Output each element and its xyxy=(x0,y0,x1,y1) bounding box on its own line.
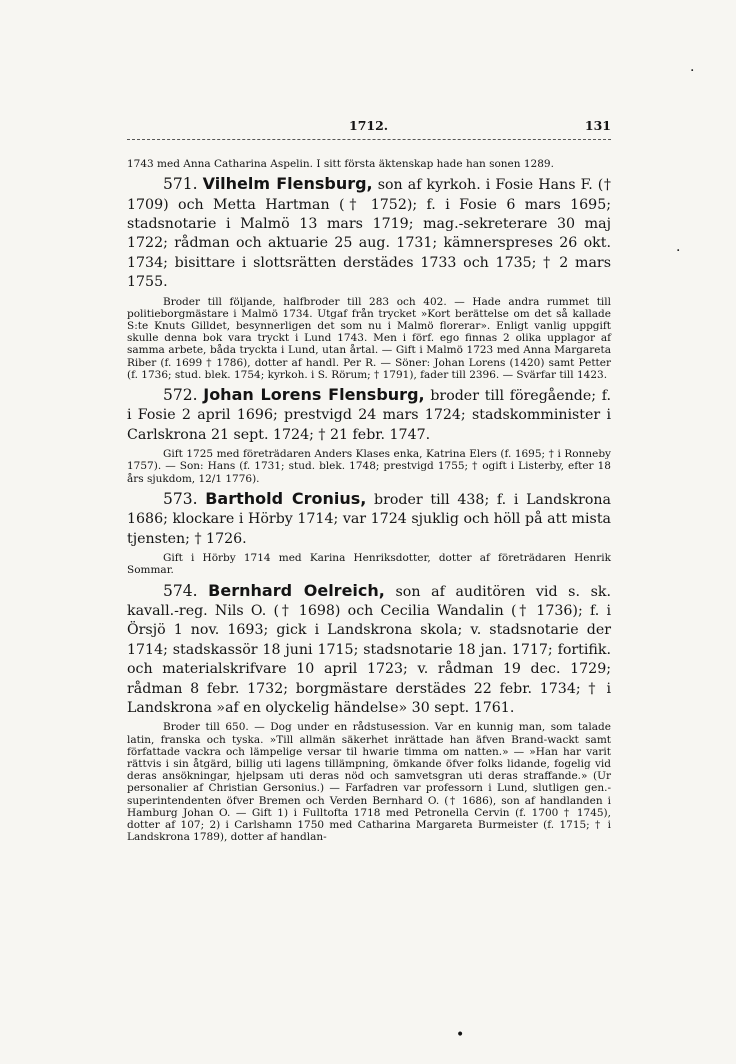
entry-body: son af auditören vid s. sk. kavall.-reg. Nils O. († 1698) och Cecilia Wandalin († 1736); f. i Örsjö 1 nov. 1693; gick i Landskrona skola; v. stadsnotarie der 1714; stadskassör 18 juni 1715; stadsnotarie 18 jan. 1717; fortifik. och materialskrifvare 10 april 1723; v. rådman 19 dec. 1729; rådman 8 febr. 1732; borgmästare derstädes 22 febr. 1734; † i Landskrona »af en olyckelig händelse» 30 sept. 1761. xyxy=(127,583,611,716)
entry-body: son af kyrkoh. i Fosie Hans F. († 1709) och Metta Hartman († 1752); f. i Fosie 6 mars 1695; stadsnotarie i Malmö 13 mars 1719; mag.-sekreterare 30 maj 1722; rådman och aktuarie 25 aug. 1731; kämnerspreses 26 okt. 1734; bisittare i slottsrätten derstädes 1733 och 1735; † 2 mars 1755. xyxy=(127,177,611,291)
entry-body: broder till föregående; f. i Fosie 2 april 1696; prestvigd 24 mars 1724; stadskomminister i Carlskrona 21 sept. 1724; † 21 febr. 1747. xyxy=(127,388,612,443)
entry-body: broder till 438; f. i Landskrona 1686; klockare i Hörby 1714; var 1724 sjuklig och höll på att mista tjensten; † 1726. xyxy=(127,491,612,547)
continuation-paragraph: 1743 med Anna Catharina Aspelin. I sitt första äktenskap hade han sonen 1289. xyxy=(127,158,554,170)
speck-mark: · xyxy=(676,243,681,259)
entry-name: Vilhelm Flensburg, xyxy=(202,174,373,194)
entry-574 xyxy=(127,581,611,719)
entry-573 xyxy=(127,489,611,549)
entry-number: 572. xyxy=(163,386,198,405)
page-content xyxy=(127,158,611,843)
entry-name: Johan Lorens Flensburg, xyxy=(203,385,425,405)
header-rule xyxy=(127,139,611,140)
note-572: Gift 1725 med företrädaren Anders Klases enka, Katrina Elers (f. 1695; † i Ronneby 1757). — Son: Hans (f. 1731; stud. blek. 1748; prestvigd 1755; † ogift i Listerby, efter 18 års sjukdom, 12/1 1776). xyxy=(127,448,611,485)
entry-572 xyxy=(127,385,611,445)
entry-number: 574. xyxy=(163,581,198,600)
speck-mark: · xyxy=(690,63,695,79)
entry-name: Barthold Cronius, xyxy=(205,488,367,508)
page-number: 131 xyxy=(584,118,611,133)
entry-571 xyxy=(127,174,611,292)
entry-number: 573. xyxy=(163,489,198,508)
book-page xyxy=(127,118,612,844)
note-571: Broder till följande, halfbroder till 283 och 402. — Hade andra rummet till politieborgmästare i Malmö 1734. Utgaf från trycket »Kort berättelse om det så kallade S:te Knuts Gilldet, besynnerligen det som nu i Malmö florerar». Enligt vanlig uppgift skulle denna bok vara tryckt i Lund 1743. Men i förf. ego finnas 2 olika upplagor af samma arbete, båda tryckta i Lund, utan årtal. — Gift i Malmö 1723 med Anna Margareta Riber (f. 1699 † 1786), dotter af handl. Per R. — Söner: Johan Lorens (1420) samt Petter (f. 1736; stud. blek. 1754; kyrkoh. i S. Rörum; † 1791), fader till 2396. — Svärfar till 1423. xyxy=(127,295,611,381)
entry-number: 571. xyxy=(163,175,198,194)
note-574: Broder till 650. — Dog under en rådstusession. Var en kunnig man, som talade latin, franska och tyska. »Till allmän säkerhet inrättade han äfven Brand-wackt samt författade vackra och lämpelige versar til hwarie timma om natten.» — »Han har varit rättvis i sin åtgärd, billig uti lagens tillämpning, ömkande öfver folks lidande, fogelig vid deras ansökningar, hjelpsam uti deras nöd och samvetsgran uti deras straffande.» (Ur personalier af Christian Gersonius.) — Farfadren var professorn i Lund, slutligen gen.-superintendenten öfver Bremen och Verden Bernhard O. († 1686), son af handlanden i Hamburg Johan O. — Gift 1) i Fulltofta 1718 med Petronella Cervin (f. 1700 † 1745), dotter af 107; 2) i Carlshamn 1750 med Catharina Margareta Burmeister (f. 1715; † i Landskrona 1789), dotter af handlan- xyxy=(127,721,611,844)
note-573: Gift i Hörby 1714 med Karina Henriksdotter, dotter af företrädaren Henrik Sommar. xyxy=(127,552,611,577)
running-header xyxy=(127,118,611,136)
header-year: 1712. xyxy=(349,118,389,133)
speck-mark: • xyxy=(456,1027,465,1043)
entry-name: Bernhard Oelreich, xyxy=(208,580,385,600)
